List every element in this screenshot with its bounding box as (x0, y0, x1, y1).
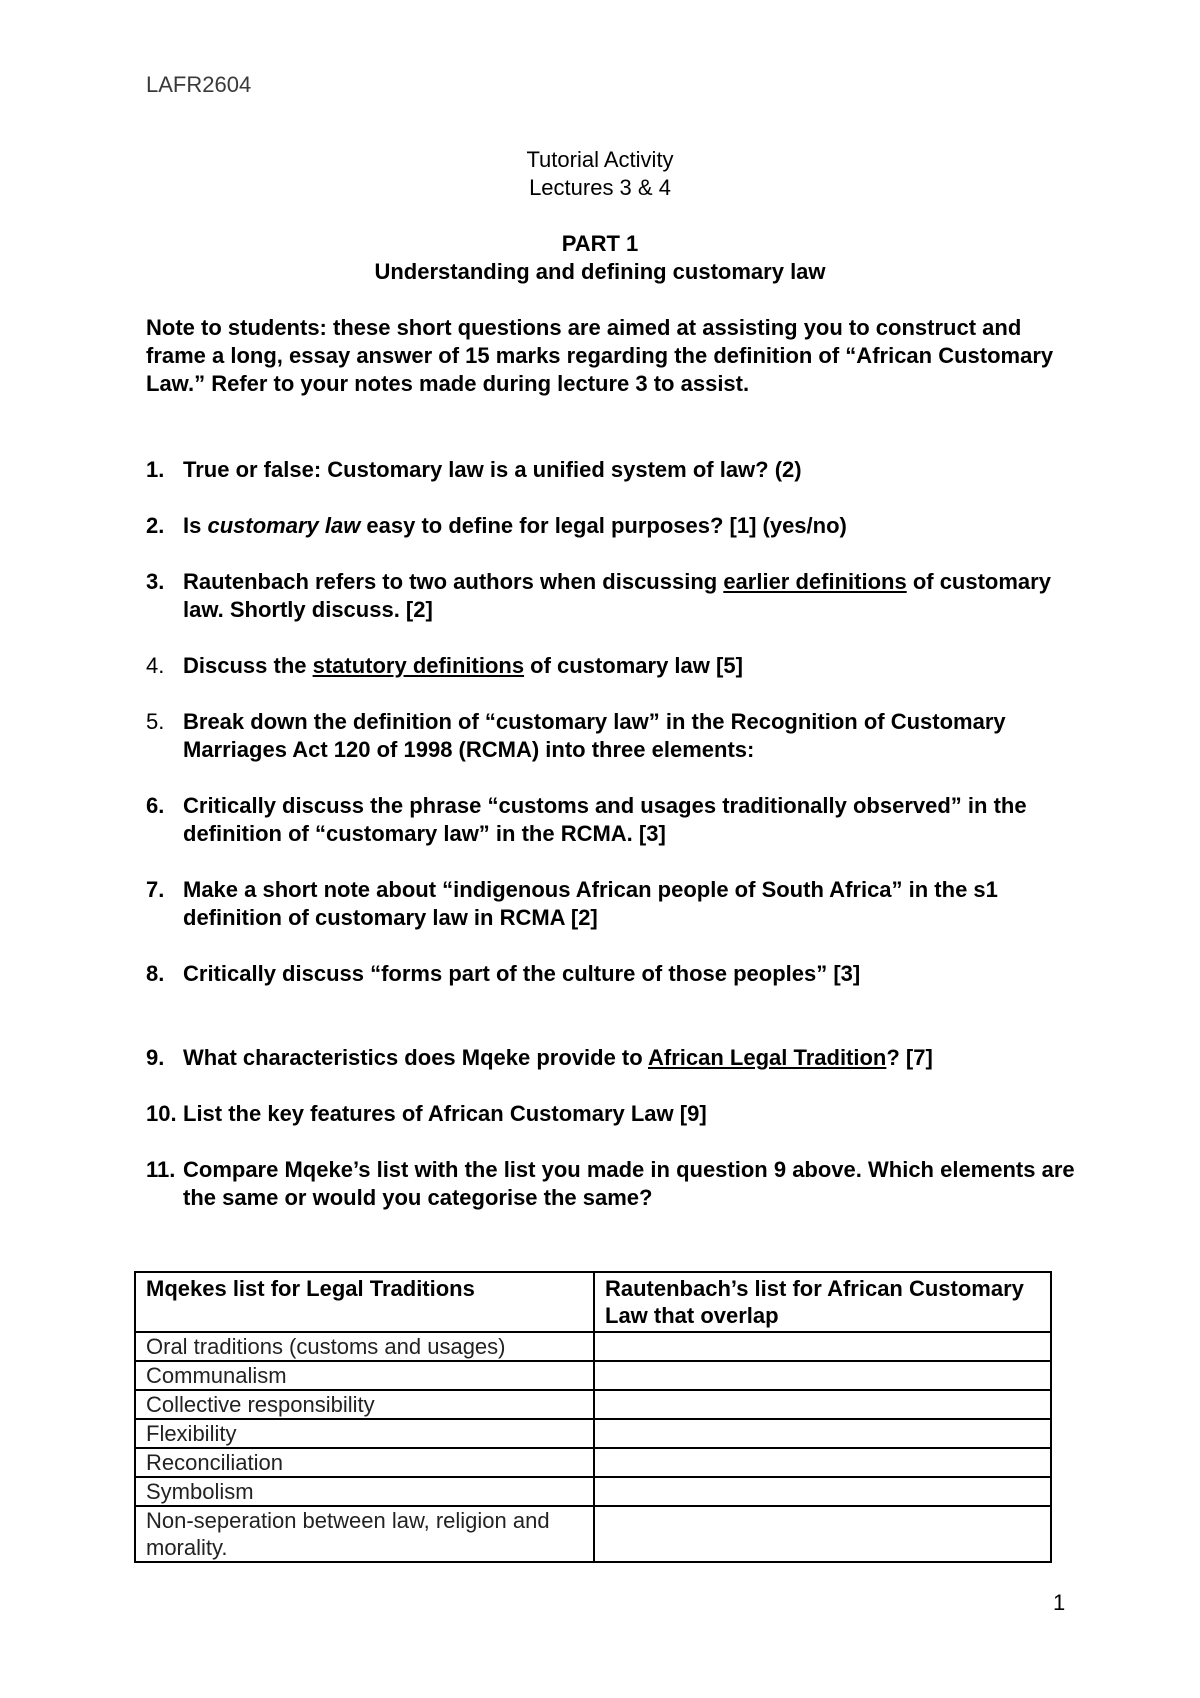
table-cell (594, 1477, 1051, 1506)
question-number: 2. (146, 513, 165, 538)
question-text: Critically discuss “forms part of the culture of those peoples” [3] (183, 961, 861, 986)
question-text: Critically discuss the phrase “customs and usages traditionally observed” in the definition of “customary law” in the RCMA. [3] (183, 793, 1027, 846)
question-item (146, 652, 1076, 680)
table-cell (594, 1332, 1051, 1361)
question-text-part: What characteristics does Mqeke provide to (183, 1045, 648, 1070)
page-number: 1 (1053, 1590, 1066, 1615)
table-row (135, 1390, 1051, 1419)
question-emphasis: customary law (207, 513, 361, 538)
question-text: Make a short note about “indigenous African people of South Africa” in the s1 definition of customary law in RCMA [2] (183, 877, 998, 930)
question-number: 1. (146, 457, 165, 482)
table-cell: Non-seperation between law, religion and morality. (135, 1506, 594, 1562)
question-text: True or false: Customary law is a unified system of law? (2) (183, 457, 802, 482)
table-cell (594, 1361, 1051, 1390)
title-block (0, 146, 1200, 286)
question-item (146, 792, 1076, 848)
question-item (146, 568, 1076, 624)
note-to-students: Note to students: these short questions are aimed at assisting you to construct and frame a long, essay answer of 15 marks regarding the definition of “African Customary Law.” Refer to your notes made during lecture 3 to assist. (146, 315, 1054, 396)
table-cell: Collective responsibility (135, 1390, 594, 1419)
question-number: 7. (146, 877, 165, 902)
part-heading: PART 1 (561, 231, 639, 256)
table-row (135, 1361, 1051, 1390)
table-header-cell: Rautenbach’s list for African Customary Law that overlap (594, 1272, 1051, 1332)
question-text: Compare Mqeke’s list with the list you made in question 9 above. Which elements are the same or would you categorise the same? (183, 1157, 1075, 1210)
question-text: Break down the definition of “customary law” in the Recognition of Customary Marriages Act 120 of 1998 (RCMA) into three elements: (183, 709, 1006, 762)
title-line-2: Lectures 3 & 4 (529, 175, 671, 200)
table-cell: Flexibility (135, 1419, 594, 1448)
question-number: 3. (146, 569, 165, 594)
question-item (146, 512, 1076, 540)
course-code: LAFR2604 (146, 72, 252, 97)
question-text-part: ? [7] (886, 1045, 933, 1070)
table-cell (594, 1506, 1051, 1562)
question-text-part: Discuss the (183, 653, 313, 678)
question-item (146, 876, 1076, 932)
table-row (135, 1448, 1051, 1477)
question-item (146, 1156, 1076, 1212)
question-text-part: of customary law. Shortly discuss. [2] (183, 569, 1051, 622)
table-cell: Reconciliation (135, 1448, 594, 1477)
question-number: 9. (146, 1045, 165, 1070)
question-number: 10. (146, 1101, 177, 1126)
table-header-cell: Mqekes list for Legal Traditions (135, 1272, 594, 1332)
comparison-table (134, 1271, 1052, 1563)
question-item (146, 1044, 1076, 1072)
question-number: 8. (146, 961, 165, 986)
table-row (135, 1477, 1051, 1506)
question-number: 4. (146, 653, 165, 678)
table-header-row (135, 1272, 1051, 1332)
title-line-1: Tutorial Activity (526, 147, 674, 172)
question-text-part: of customary law [5] (524, 653, 743, 678)
table-cell (594, 1390, 1051, 1419)
part-subtitle: Understanding and defining customary law (374, 259, 826, 284)
question-item (146, 456, 1076, 484)
question-item (146, 708, 1076, 764)
table-cell: Communalism (135, 1361, 594, 1390)
question-number: 5. (146, 709, 165, 734)
table-row (135, 1332, 1051, 1361)
table-row (135, 1419, 1051, 1448)
question-text: List the key features of African Customary Law [9] (183, 1101, 707, 1126)
table-row (135, 1506, 1051, 1562)
question-underlined: statutory definitions (312, 653, 525, 678)
question-underlined: earlier definitions (723, 569, 907, 594)
table-cell: Symbolism (135, 1477, 594, 1506)
question-number: 11. (146, 1157, 176, 1182)
table-cell (594, 1448, 1051, 1477)
table-cell (594, 1419, 1051, 1448)
question-item (146, 960, 1076, 988)
question-text-part: Is (183, 513, 208, 538)
table-cell: Oral traditions (customs and usages) (135, 1332, 594, 1361)
question-underlined: African Legal Tradition (648, 1045, 887, 1070)
question-item (146, 1100, 1076, 1128)
question-list (146, 456, 1076, 1212)
question-number: 6. (146, 793, 165, 818)
question-text-part: easy to define for legal purposes? [1] (yes/no) (360, 513, 847, 538)
question-text-part: Rautenbach refers to two authors when discussing (183, 569, 724, 594)
